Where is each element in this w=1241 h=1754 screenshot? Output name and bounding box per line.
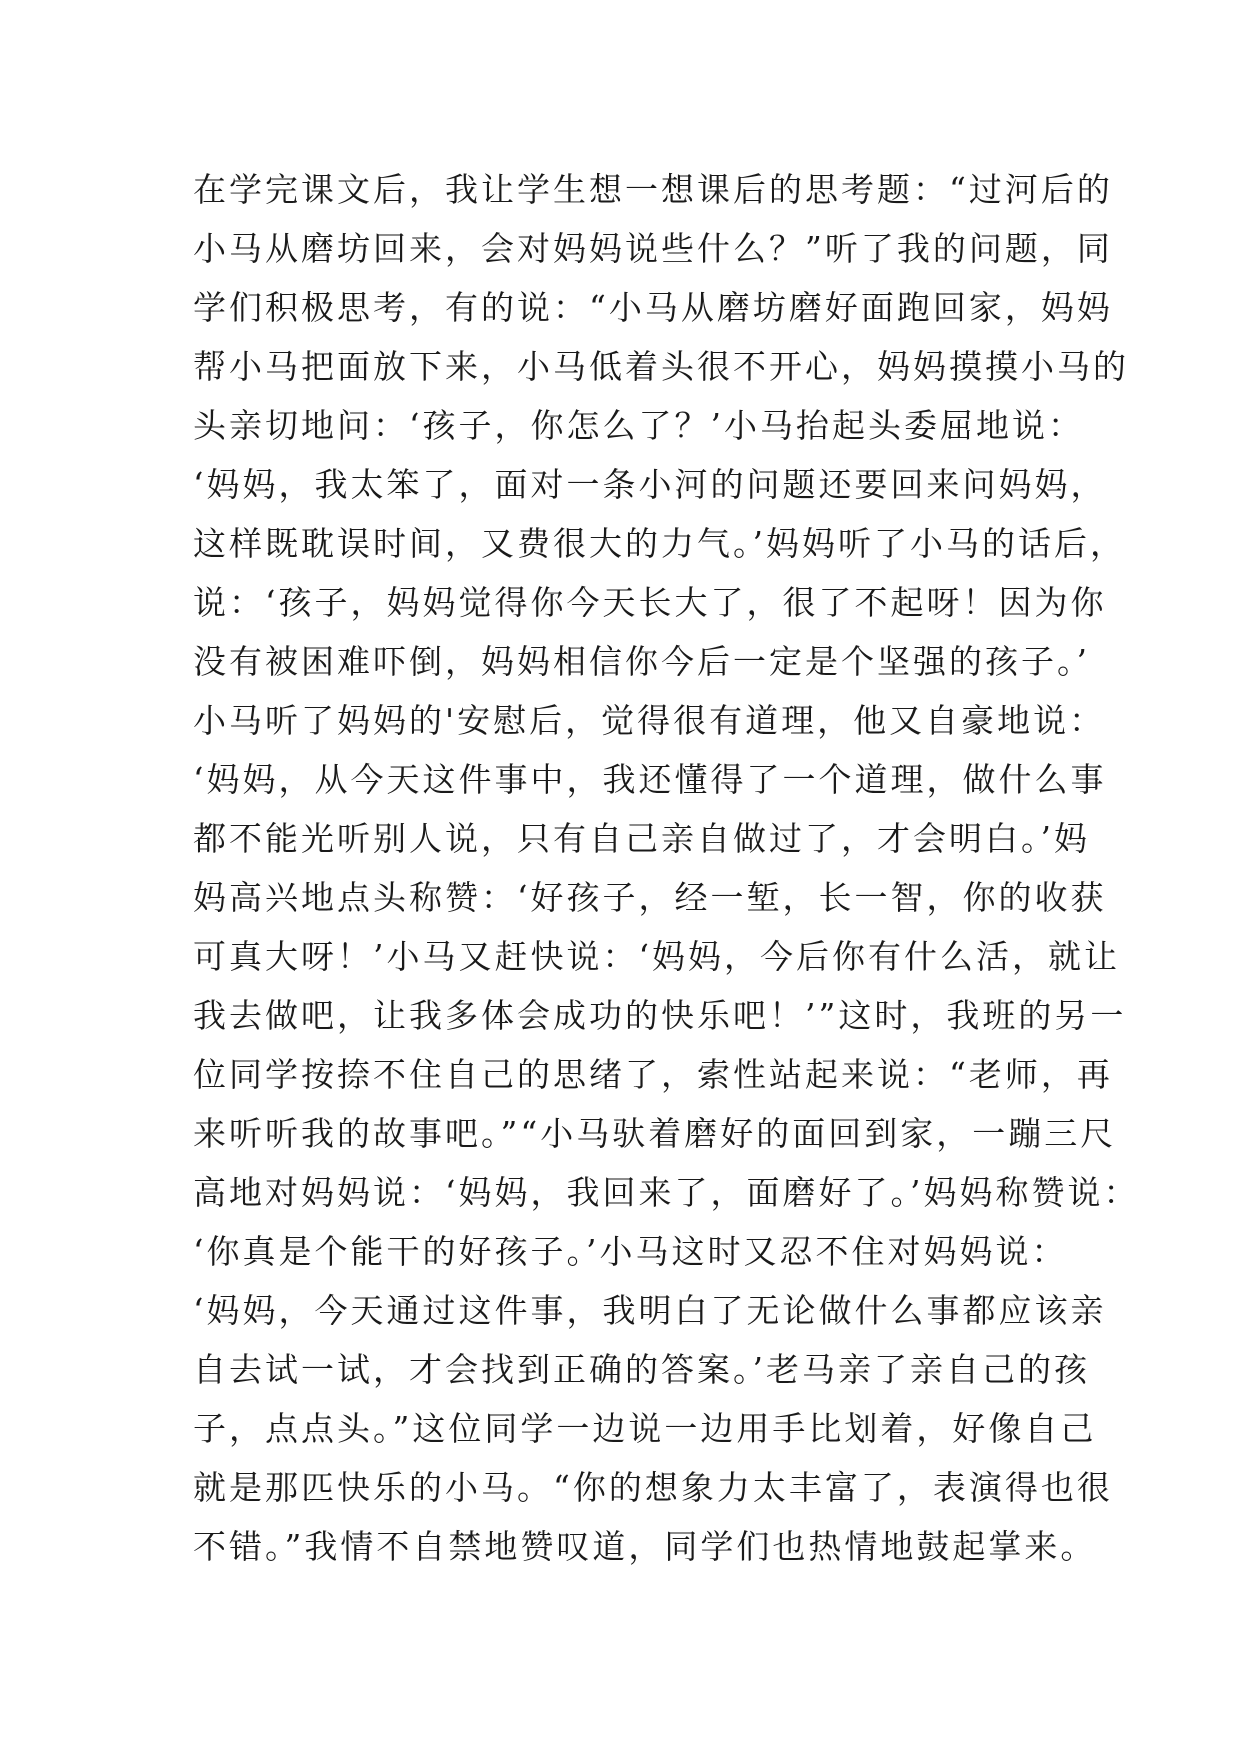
text-line: 自去试一试，才会找到正确的答案。’老马亲了亲自己的孩 — [193, 1350, 1090, 1389]
text-line: 我去做吧，让我多体会成功的快乐吧！’”这时，我班的另一 — [193, 996, 1127, 1035]
text-line: 说：‘孩子，妈妈觉得你今天长大了，很了不起呀！因为你 — [193, 583, 1107, 622]
text-line: ‘妈妈，今天通过这件事，我明白了无论做什么事都应该亲 — [193, 1291, 1107, 1330]
text-line: 在学完课文后，我让学生想一想课后的思考题：“过河后的 — [193, 170, 1113, 209]
text-line: ‘你真是个能干的好孩子。’小马这时又忍不住对妈妈说： — [193, 1232, 1068, 1271]
text-line: 高地对妈妈说：‘妈妈，我回来了，面磨好了。’妈妈称赞说： — [193, 1173, 1140, 1212]
text-line: 这样既耽误时间，又费很大的力气。’妈妈听了小马的话后， — [193, 524, 1126, 563]
body-paragraph — [193, 160, 1140, 1576]
text-line: 来听听我的故事吧。”“小马驮着磨好的面回到家，一蹦三尺 — [193, 1114, 1117, 1153]
text-line: 小马从磨坊回来，会对妈妈说些什么？”听了我的问题，同 — [193, 229, 1113, 268]
text-line: 就是那匹快乐的小马。“你的想象力太丰富了，表演得也很 — [193, 1468, 1113, 1507]
text-line: 子，点点头。”这位同学一边说一边用手比划着，好像自己 — [193, 1409, 1097, 1448]
text-line: 没有被困难吓倒，妈妈相信你今后一定是个坚强的孩子。’ — [193, 642, 1090, 681]
text-line: ‘妈妈，从今天这件事中，我还懂得了一个道理，做什么事 — [193, 760, 1107, 799]
text-line: 妈高兴地点头称赞：‘好孩子，经一堑，长一智，你的收获 — [193, 878, 1107, 917]
text-line: 不错。”我情不自禁地赞叹道，同学们也热情地鼓起掌来。 — [193, 1527, 1097, 1566]
text-line: 头亲切地问：‘孩子，你怎么了？’小马抬起头委屈地说： — [193, 406, 1084, 445]
text-line: 都不能光听别人说，只有自己亲自做过了，才会明白。’妈 — [193, 819, 1090, 858]
text-line: 帮小马把面放下来，小马低着头很不开心，妈妈摸摸小马的 — [193, 347, 1129, 386]
text-line: 可真大呀！’小马又赶快说：‘妈妈，今后你有什么活，就让 — [193, 937, 1120, 976]
text-line: 学们积极思考，有的说：“小马从磨坊磨好面跑回家，妈妈 — [193, 288, 1113, 327]
text-line: 小马听了妈妈的'安慰后，觉得很有道理，他又自豪地说： — [193, 701, 1106, 740]
text-line: 位同学按捺不住自己的思绪了，索性站起来说：“老师，再 — [193, 1055, 1113, 1094]
text-line: ‘妈妈，我太笨了，面对一条小河的问题还要回来问妈妈， — [193, 465, 1107, 504]
